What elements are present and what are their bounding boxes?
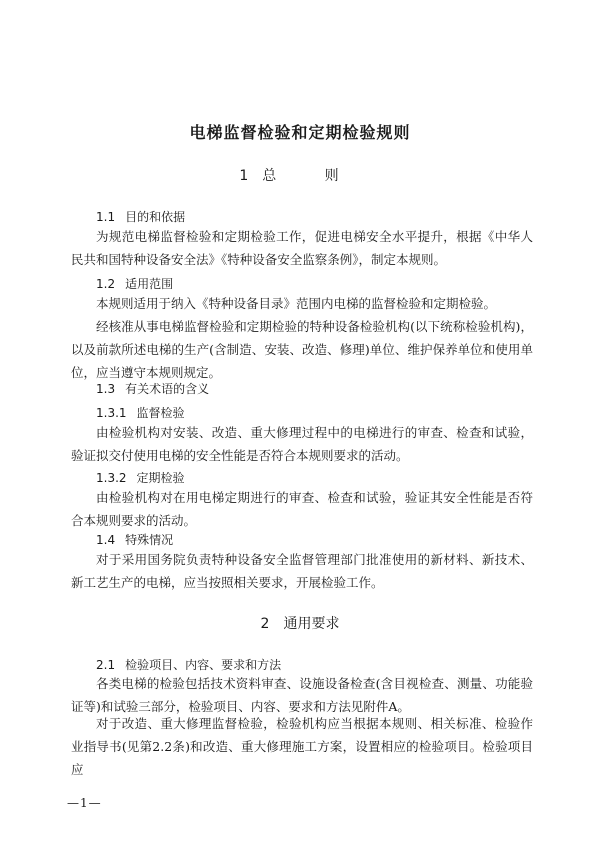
section-2-1-heading (96, 656, 281, 673)
paragraph: 各类电梯的检验包括技术资料审查、设施设备检查(含目视检查、测量、功能验证等)和试验三部分，检验项目、内容、要求和方法见附件A。 (71, 676, 533, 714)
chapter-number: 1 (239, 168, 249, 184)
section-title: 监督检验 (136, 406, 185, 420)
section-title: 目的和依据 (125, 210, 186, 224)
section-number: 2.1 (96, 658, 116, 672)
chapter-title: 总 则 (262, 168, 361, 184)
section-number: 1.3.1 (96, 406, 127, 420)
chapter-1-heading (0, 165, 600, 185)
section-title: 定期检验 (136, 471, 185, 485)
section-number: 1.4 (96, 533, 116, 547)
section-1-2-heading (96, 275, 173, 292)
paragraph: 对于改造、重大修理监督检验，检验机构应当根据本规则、相关标准、检验作业指导书(见第2.2条)和改造、重大修理施工方案，设置相应的检验项目。检验项目应 (71, 716, 533, 777)
section-1-3-2-heading (96, 469, 185, 486)
section-number: 1.3.2 (96, 471, 127, 485)
page-number: —1— (67, 796, 102, 810)
section-number: 1.2 (96, 277, 116, 291)
chapter-number: 2 (260, 616, 270, 632)
document-title: 电梯监督检验和定期检验规则 (189, 123, 411, 142)
section-1-4-heading (96, 531, 173, 548)
paragraph: 经核准从事电梯监督检验和定期检验的特种设备检验机构(以下统称检验机构)，以及前款所述电梯的生产(含制造、安装、改造、修理)单位、维护保养单位和使用单位，应当遵守本规则规定。 (71, 319, 533, 380)
chapter-title: 通用要求 (283, 616, 340, 632)
section-number: 1.3 (96, 382, 116, 396)
section-title: 检验项目、内容、要求和方法 (125, 658, 282, 672)
paragraph: 本规则适用于纳入《特种设备目录》范围内电梯的监督检验和定期检验。 (96, 296, 497, 311)
paragraph: 由检验机构对在用电梯定期进行的审查、检查和试验，验证其安全性能是否符合本规则要求的活动。 (71, 490, 533, 528)
section-1-3-1-heading (96, 404, 185, 421)
section-1-1-heading (96, 208, 185, 225)
section-number: 1.1 (96, 210, 116, 224)
chapter-2-heading (0, 613, 600, 633)
section-title: 特殊情况 (125, 533, 174, 547)
section-1-3-heading (96, 380, 209, 397)
section-title: 有关术语的含义 (125, 382, 210, 396)
section-title: 适用范围 (125, 277, 174, 291)
paragraph: 由检验机构对安装、改造、重大修理过程中的电梯进行的审查、检查和试验，验证拟交付使用电梯的安全性能是否符合本规则要求的活动。 (71, 425, 533, 463)
paragraph: 为规范电梯监督检验和定期检验工作，促进电梯安全水平提升，根据《中华人民共和国特种设备安全法》《特种设备安全监察条例》，制定本规则。 (71, 229, 533, 267)
paragraph: 对于采用国务院负责特种设备安全监督管理部门批准使用的新材料、新技术、新工艺生产的电梯，应当按照相关要求，开展检验工作。 (71, 552, 533, 590)
